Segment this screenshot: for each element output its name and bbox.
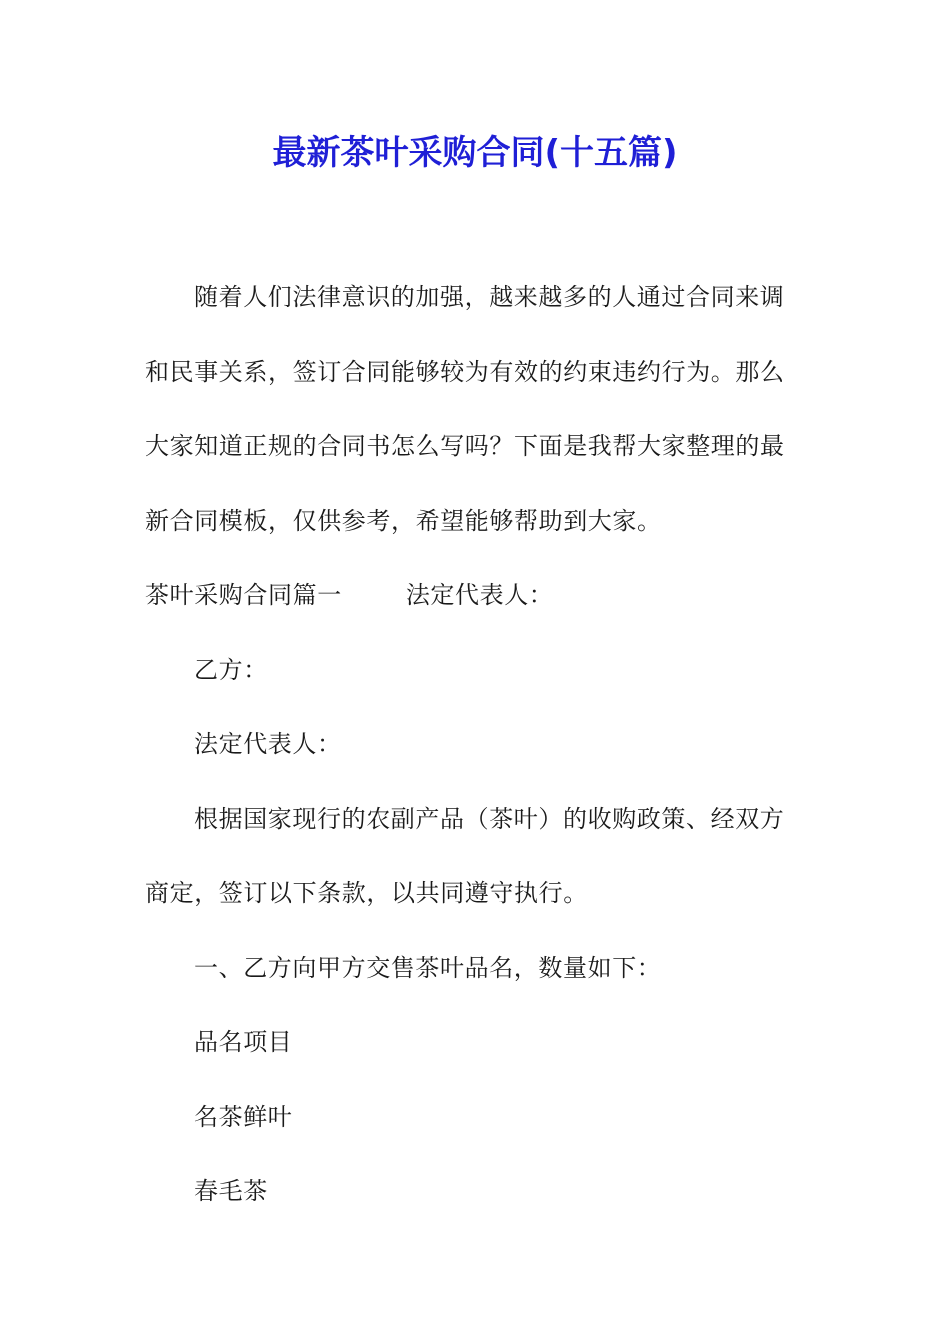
item-fresh-leaf: 名茶鲜叶 (194, 1102, 293, 1131)
basis-paragraph: 根据国家现行的农副产品（茶叶）的收购政策、经双方商定，签订以下条款，以共同遵守执行。 (145, 804, 785, 907)
section-heading-line (145, 558, 807, 633)
document-body (145, 260, 807, 1229)
item-header: 品名项目 (194, 1028, 293, 1056)
item-spring-tea: 春毛茶 (194, 1177, 268, 1205)
section-heading: 茶叶采购合同篇一 (145, 581, 342, 609)
party-b-line: 乙方： (194, 655, 268, 684)
intro-paragraph: 随着人们法律意识的加强，越来越多的人通过合同来调和民事关系，签订合同能够较为有效的约束违约行为。那么大家知道正规的合同书怎么写吗？下面是我帮大家整理的最新合同模板，仅供参考，希望能够帮助到大家。 (145, 283, 785, 535)
party-a-representative: 法定代表人： (405, 581, 554, 609)
document-title: 最新茶叶采购合同(十五篇) (272, 133, 678, 173)
party-b-representative: 法定代表人： (194, 730, 342, 758)
clause-1: 一、乙方向甲方交售茶叶品名，数量如下： (194, 953, 662, 982)
